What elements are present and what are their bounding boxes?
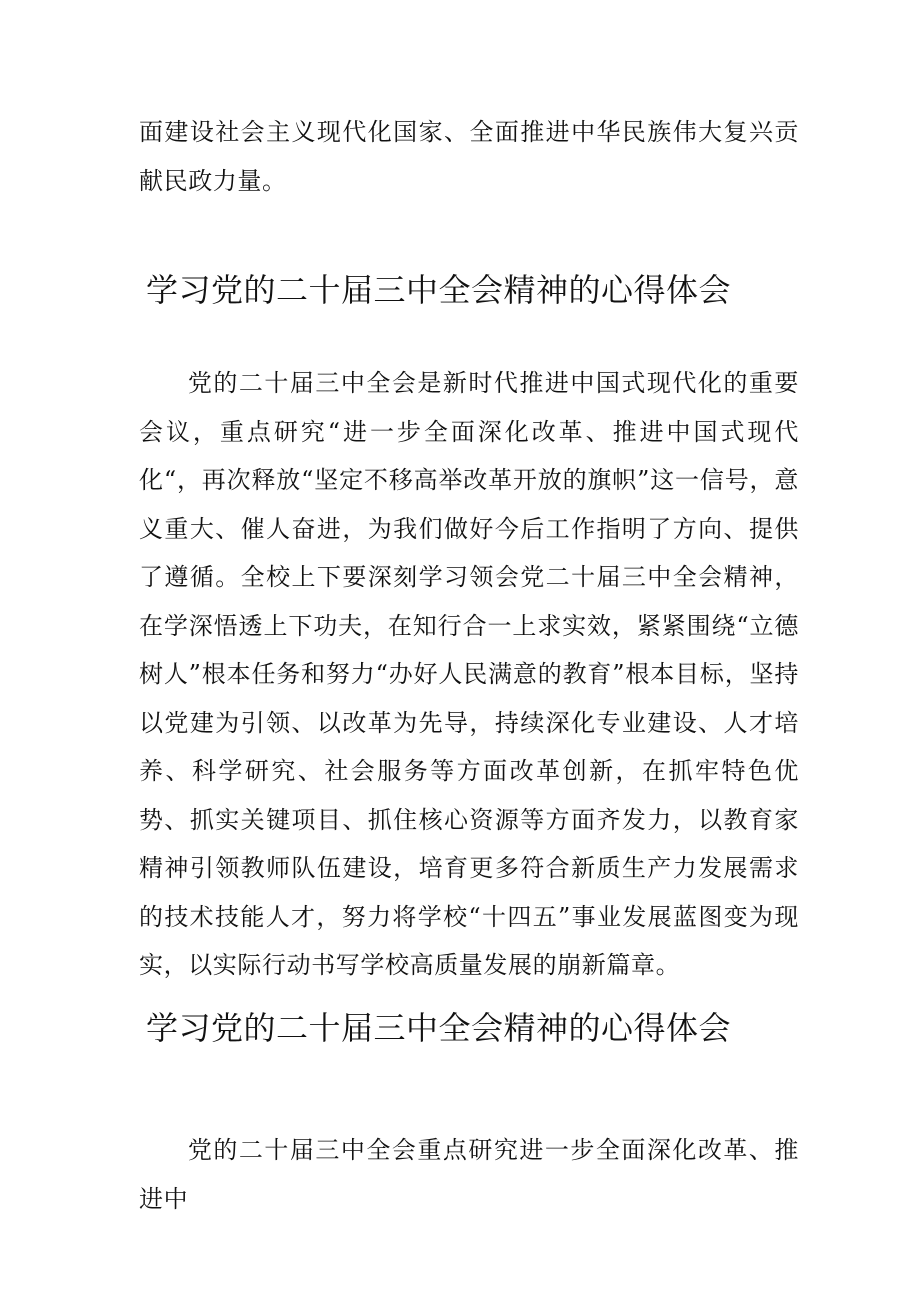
- section-heading-2: 学习党的二十届三中全会精神的心得体会: [146, 1009, 732, 1047]
- section-paragraph-1: [139, 359, 799, 990]
- section-heading-1: 学习党的二十届三中全会精神的心得体会: [146, 271, 732, 309]
- section-paragraph-1-text: 党的二十届三中全会是新时代推进中国式现代化的重要会议，重点研究“进一步全面深化改革、推进中国式现代化“，再次释放“坚定不移高举改革开放的旗帜”这一信号，意义重大、催人奋进，为我们做好今后工作指明了方向、提供了遵循。全校上下要深刻学习领会党二十届三中全会精神，在学深悟透上下功夫，在知行合一上求实效，紧紧围绕“立德树人”根本任务和努力“办好人民满意的教育”根本目标，坚持以党建为引领、以改革为先导，持续深化专业建设、人才培养、科学研究、社会服务等方面改革创新，在抓牢特色优势、抓实关键项目、抓住核心资源等方面齐发力，以教育家精神引领教师队伍建设，培育更多符合新质生产力发展需求的技术技能人才，努力将学校“十四五”事业发展蓝图变为现实，以实际行动书写学校高质量发展的崩新篇章。: [139, 369, 799, 979]
- section-paragraph-2: [139, 1126, 799, 1223]
- continuation-paragraph: 面建设社会主义现代化国家、全面推进中华民族伟大复兴贡献民政力量。: [139, 118, 799, 195]
- section-paragraph-2-text: 党的二十届三中全会重点研究进一步全面深化改革、推进中: [139, 1136, 799, 1213]
